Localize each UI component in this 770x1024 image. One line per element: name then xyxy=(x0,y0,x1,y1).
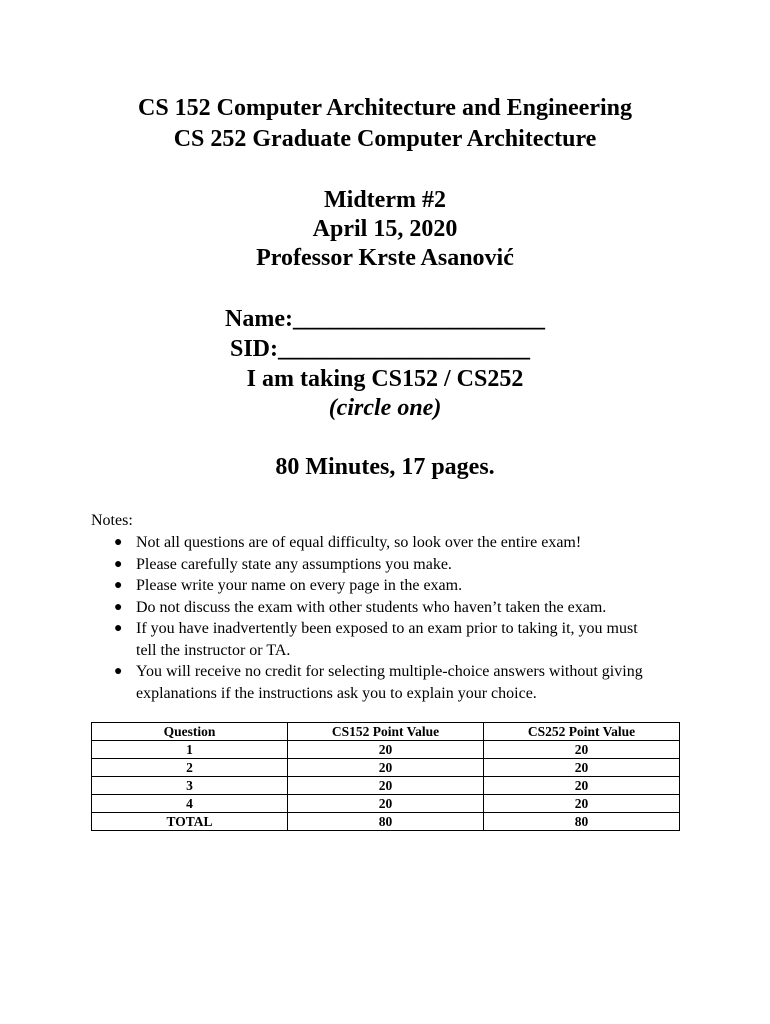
name-field[interactable]: Name:_____________________ xyxy=(225,306,545,332)
score-table xyxy=(91,722,680,831)
table-row xyxy=(92,741,680,759)
note-text: If you have inadvertently been exposed to an exam prior to taking it, you must tell the instructor or TA. xyxy=(136,620,638,659)
course-choice[interactable]: I am taking CS152 / CS252 xyxy=(246,366,524,392)
cs152-points-cell: 20 xyxy=(288,759,484,777)
column-header-cs252: CS252 Point Value xyxy=(484,723,680,741)
table-row xyxy=(92,777,680,795)
circle-one-note: (circle one) xyxy=(328,395,442,421)
bullet-icon: ● xyxy=(114,556,123,572)
cs152-points-cell: 20 xyxy=(288,741,484,759)
bullet-icon: ● xyxy=(114,664,123,679)
cs252-points-cell: 80 xyxy=(484,813,680,831)
note-text: You will receive no credit for selecting multiple-choice answers without giving explanations if the instructions ask you to explain your choice. xyxy=(136,663,643,702)
note-text: Please write your name on every page in the exam. xyxy=(136,577,463,594)
bullet-icon: ● xyxy=(114,621,123,636)
note-item xyxy=(0,661,696,704)
column-header-question: Question xyxy=(92,723,288,741)
exam-date: April 15, 2020 xyxy=(312,216,458,242)
notes-label: Notes: xyxy=(91,512,133,529)
table-row xyxy=(92,795,680,813)
exam-title: Midterm #2 xyxy=(324,187,446,213)
sid-field[interactable]: SID:_____________________ xyxy=(229,336,530,362)
bullet-icon: ● xyxy=(114,535,123,550)
note-item xyxy=(0,618,696,661)
cs252-points-cell: 20 xyxy=(484,795,680,813)
question-cell: 1 xyxy=(92,741,288,759)
exam-duration: 80 Minutes, 17 pages. xyxy=(275,454,495,480)
table-row-total xyxy=(92,813,680,831)
note-item xyxy=(0,532,696,554)
note-item xyxy=(0,575,696,597)
course-title-cs252: CS 252 Graduate Computer Architecture xyxy=(173,126,597,152)
cs252-points-cell: 20 xyxy=(484,759,680,777)
note-item xyxy=(0,554,696,576)
note-item xyxy=(0,597,696,619)
note-text: Please carefully state any assumptions you make. xyxy=(136,555,452,573)
question-cell: TOTAL xyxy=(92,813,288,831)
column-header-cs152: CS152 Point Value xyxy=(288,723,484,741)
notes-list xyxy=(0,532,770,704)
cs152-points-cell: 80 xyxy=(288,813,484,831)
cs252-points-cell: 20 xyxy=(484,777,680,795)
cs252-points-cell: 20 xyxy=(484,741,680,759)
cs152-points-cell: 20 xyxy=(288,777,484,795)
bullet-icon: ● xyxy=(114,599,123,615)
bullet-icon: ● xyxy=(114,578,123,593)
table-row xyxy=(92,759,680,777)
question-cell: 4 xyxy=(92,795,288,813)
question-cell: 2 xyxy=(92,759,288,777)
cs152-points-cell: 20 xyxy=(288,795,484,813)
table-header-row xyxy=(92,723,680,741)
course-title-cs152: CS 152 Computer Architecture and Engineering xyxy=(137,95,632,121)
professor-name: Professor Krste Asanović xyxy=(256,245,514,271)
question-cell: 3 xyxy=(92,777,288,795)
note-text: Do not discuss the exam with other students who haven’t taken the exam. xyxy=(136,598,607,616)
note-text: Not all questions are of equal difficulty, so look over the entire exam! xyxy=(136,534,582,551)
